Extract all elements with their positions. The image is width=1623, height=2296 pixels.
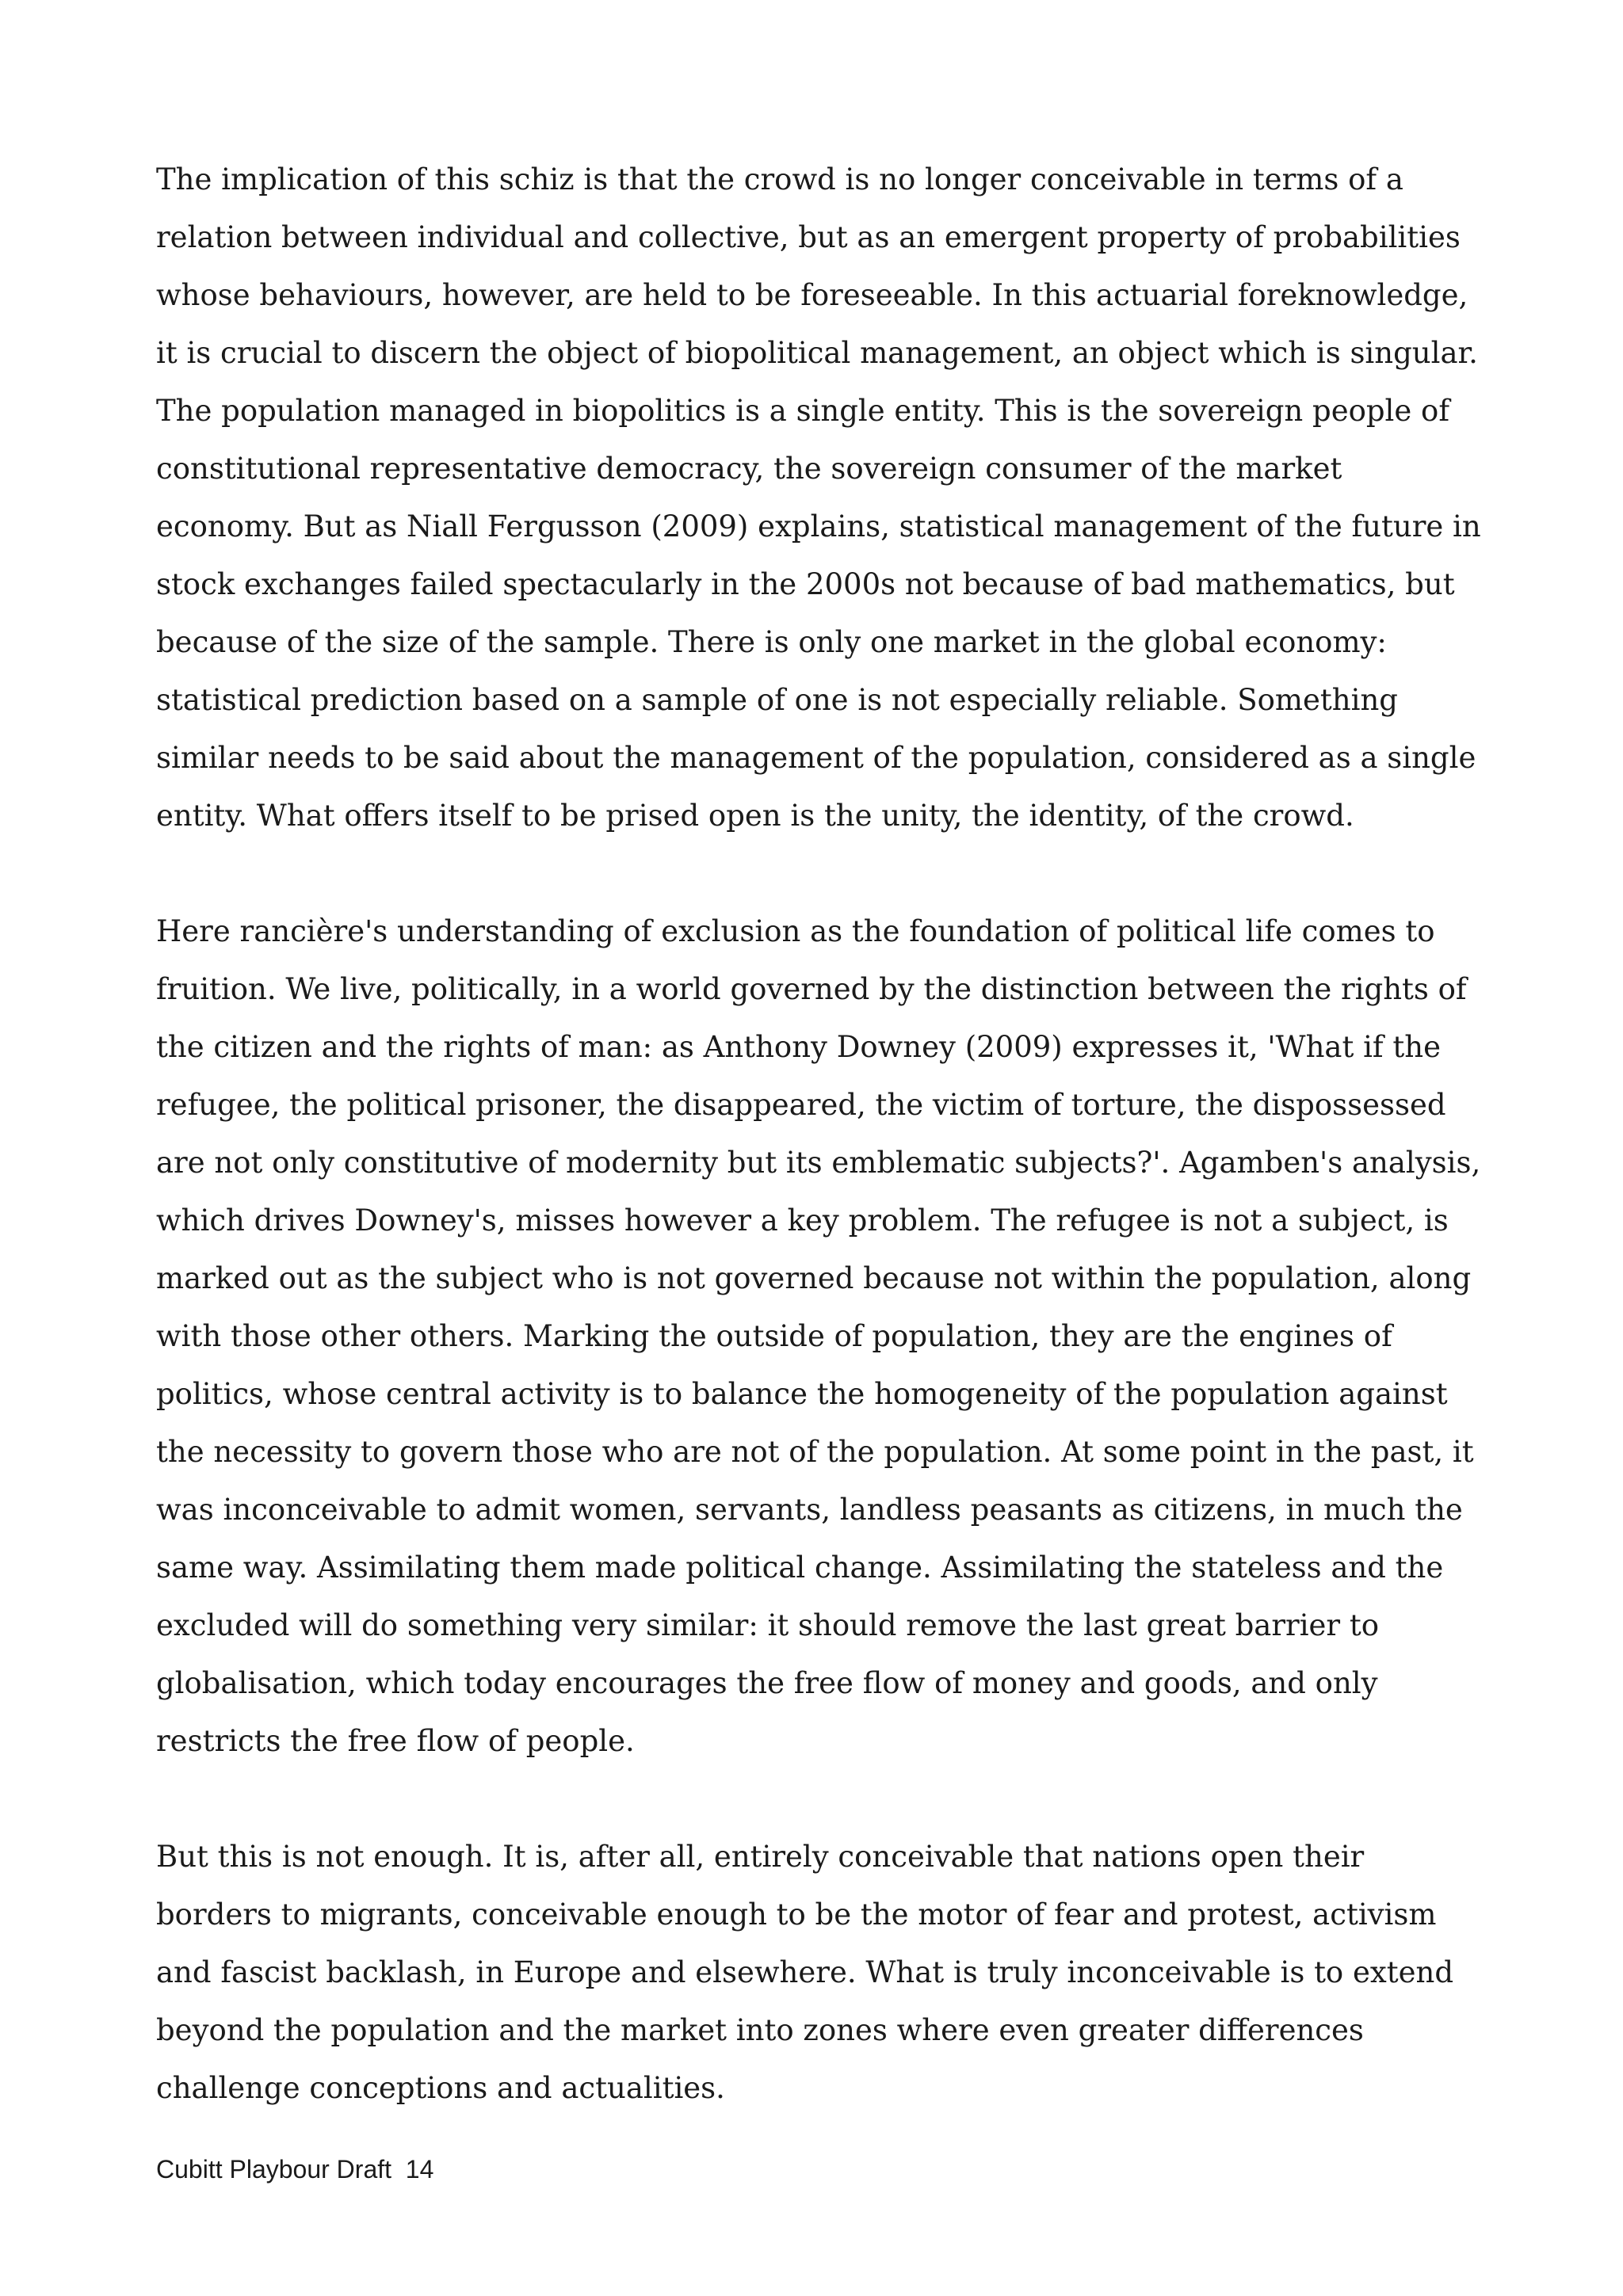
paragraph-1: The implication of this schiz is that the crowd is no longer conceivable in terms of a relation between individual and collective, but as an emergent property of probabilities whose behaviours, however, are held to be foreseeable. In this actuarial foreknowledge, it is crucial to discern the object of biopolitical management, an object which is singular. The population managed in biopolitics is a single entity. This is the sovereign people of constitutional representative democracy, the sovereign consumer of the market economy. But as Niall Fergusson (2009) explains, statistical management of the future in stock exchanges failed spectacularly in the 2000s not because of bad mathematics, but because of the size of the sample. There is only one market in the global economy: statistical prediction based on a sample of one is not especially reliable. Something similar needs to be said about the management of the population, considered as a single entity. What offers itself to be prised open is the unity, the identity, of the crowd.	[156, 162, 1481, 833]
body-text	[156, 151, 1487, 2175]
page-footer: Cubitt Playbour Draft 14	[156, 2155, 434, 2183]
paragraph-3: But this is not enough. It is, after all, entirely conceivable that nations open their borders to migrants, conceivable enough to be the motor of fear and protest, activism and fascist backlash, in Europe and elsewhere. What is truly inconceivable is to extend beyond the population and the market into zones where even greater differences challenge conceptions and actualities.	[156, 1840, 1454, 2105]
paragraph-2: Here rancière's understanding of exclusion as the foundation of political life comes to fruition. We live, politically, in a world governed by the distinction between the rights of the citizen and the rights of man: as Anthony Downey (2009) expresses it, 'What if the refugee, the political prisoner, the disappeared, the victim of torture, the dispossessed are not only constitutive of modernity but its emblematic subjects?'. Agamben's analysis, which drives Downey's, misses however a key problem. The refugee is not a subject, is marked out as the subject who is not governed because not within the population, along with those other others. Marking the outside of population, they are the engines of politics, whose central activity is to balance the homogeneity of the population against the necessity to govern those who are not of the population. At some point in the past, it was inconceivable to admit women, servants, landless peasants as citizens, in much the same way. Assimilating them made political change. Assimilating the stateless and the excluded will do something very similar: it should remove the last great barrier to globalisation, which today encourages the free flow of money and goods, and only restricts the free flow of people.	[156, 914, 1481, 1758]
